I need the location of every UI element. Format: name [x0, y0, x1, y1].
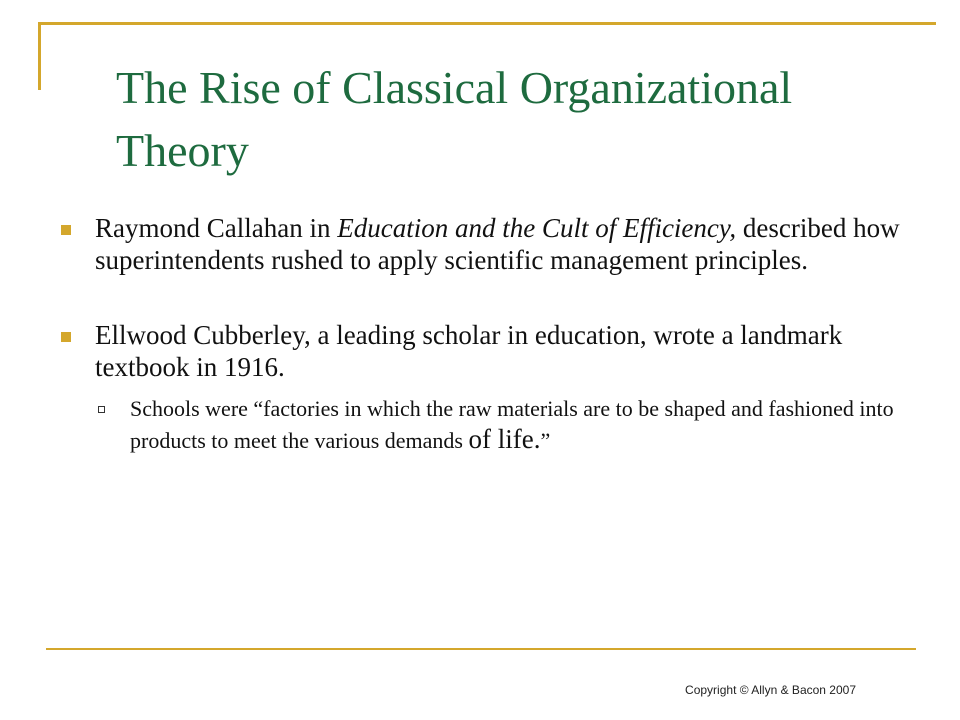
quote-text: Schools were “factories in which the raw materials are to be shaped and fashioned into products to meet the various demands [130, 396, 894, 453]
sub-bullet-item-quote [95, 393, 910, 456]
quote-text-large: of life. [468, 424, 541, 454]
slide-title: The Rise of Classical Organizational Theory [116, 62, 793, 176]
copyright-footer: Copyright © Allyn & Bacon 2007 [685, 683, 856, 697]
bottom-border-line [46, 648, 916, 650]
bullet-text: Ellwood Cubberley, a leading scholar in education, wrote a landmark textbook in 1916. [95, 320, 843, 382]
bullet-text-start: Raymond Callahan in [95, 213, 338, 243]
bullet-item-callahan [60, 212, 910, 276]
left-border-line [38, 22, 41, 90]
sub-bullet-text [130, 396, 894, 453]
square-bullet-icon [61, 225, 71, 235]
bullet-list [60, 212, 910, 456]
quote-close: ” [540, 428, 551, 453]
bullet-text-end: described how superintendents rushed to apply scientific management principles. [95, 213, 900, 275]
top-border-line [40, 22, 936, 25]
bullet-text [95, 213, 900, 275]
hollow-square-bullet-icon [98, 406, 105, 413]
square-bullet-icon [61, 332, 71, 342]
bullet-item-cubberley [60, 319, 910, 456]
sub-bullet-list [95, 393, 910, 456]
book-title: Education and the Cult of Efficiency, [337, 213, 737, 243]
